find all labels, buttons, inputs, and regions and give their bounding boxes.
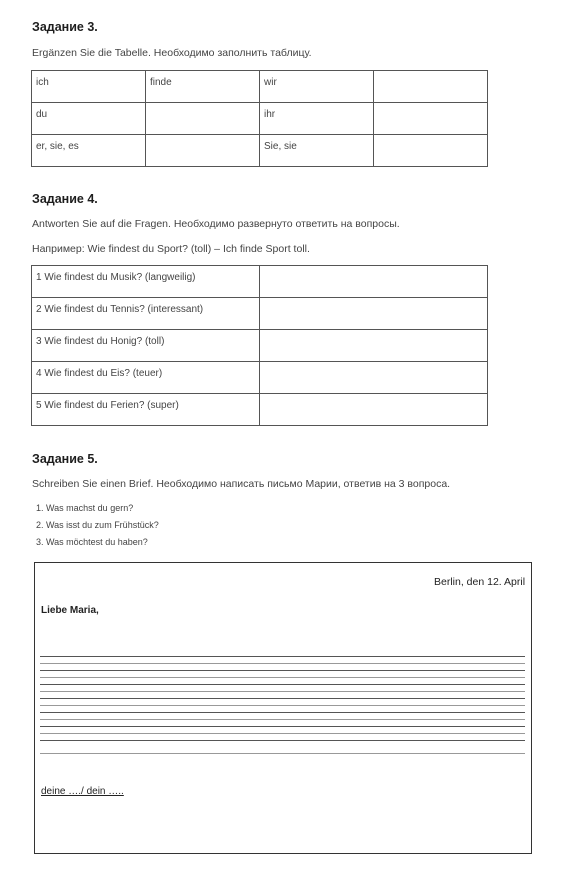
letter-greeting: Liebe Maria, <box>41 605 99 616</box>
task3-table <box>31 70 488 167</box>
writing-line[interactable] <box>40 698 525 699</box>
writing-line[interactable] <box>40 684 525 685</box>
writing-line[interactable] <box>40 733 525 734</box>
question-cell: 2 Wie findest du Tennis? (interessant) <box>32 298 260 330</box>
task5-question-1: 1. Was machst du gern? <box>36 503 134 513</box>
table-row <box>32 103 488 135</box>
answer-cell[interactable] <box>374 135 488 167</box>
task5-heading: Задание 5. <box>32 452 98 466</box>
writing-line[interactable] <box>40 691 525 692</box>
table-row <box>32 135 488 167</box>
writing-line[interactable] <box>40 656 525 657</box>
table-cell: ihr <box>260 103 374 135</box>
writing-line[interactable] <box>40 712 525 713</box>
table-cell: er, sie, es <box>32 135 146 167</box>
answer-cell[interactable] <box>260 266 488 298</box>
table-row <box>32 330 488 362</box>
task5-question-2: 2. Was isst du zum Frühstück? <box>36 520 159 530</box>
table-row <box>32 266 488 298</box>
writing-line[interactable] <box>40 753 525 754</box>
table-row <box>32 71 488 103</box>
table-cell: wir <box>260 71 374 103</box>
table-row <box>32 394 488 426</box>
writing-line[interactable] <box>40 740 525 741</box>
question-cell: 1 Wie findest du Musik? (langweilig) <box>32 266 260 298</box>
task3-instruction: Ergänzen Sie die Tabelle. Необходимо заполнить таблицу. <box>32 47 312 59</box>
task5-instruction: Schreiben Sie einen Brief. Необходимо написать письмо Марии, ответив на 3 вопроса. <box>32 478 451 490</box>
task3-heading: Задание 3. <box>32 20 98 34</box>
task4-example: Например: Wie findest du Sport? (toll) – Ich finde Sport toll. <box>32 243 310 255</box>
answer-cell[interactable] <box>260 362 488 394</box>
answer-cell[interactable] <box>146 103 260 135</box>
writing-line[interactable] <box>40 670 525 671</box>
table-row <box>32 362 488 394</box>
writing-line[interactable] <box>40 677 525 678</box>
answer-cell[interactable] <box>260 330 488 362</box>
writing-line[interactable] <box>40 726 525 727</box>
answer-cell[interactable] <box>374 103 488 135</box>
answer-cell[interactable] <box>260 394 488 426</box>
answer-cell[interactable] <box>146 135 260 167</box>
table-cell: du <box>32 103 146 135</box>
table-row <box>32 298 488 330</box>
table-cell: finde <box>146 71 260 103</box>
writing-line[interactable] <box>40 663 525 664</box>
question-cell: 4 Wie findest du Eis? (teuer) <box>32 362 260 394</box>
table-cell: ich <box>32 71 146 103</box>
answer-cell[interactable] <box>260 298 488 330</box>
task4-table <box>31 265 488 426</box>
letter-closing: deine …./ dein ….. <box>41 786 124 797</box>
answer-cell[interactable] <box>374 71 488 103</box>
task4-heading: Задание 4. <box>32 192 98 206</box>
letter-box[interactable] <box>34 562 532 854</box>
writing-line[interactable] <box>40 719 525 720</box>
letter-date: Berlin, den 12. April <box>434 576 526 588</box>
question-cell: 3 Wie findest du Honig? (toll) <box>32 330 260 362</box>
writing-line[interactable] <box>40 705 525 706</box>
task5-question-3: 3. Was möchtest du haben? <box>36 537 148 547</box>
question-cell: 5 Wie findest du Ferien? (super) <box>32 394 260 426</box>
task4-instruction: Antworten Sie auf die Fragen. Необходимо развернуто ответить на вопросы. <box>32 218 400 230</box>
table-cell: Sie, sie <box>260 135 374 167</box>
